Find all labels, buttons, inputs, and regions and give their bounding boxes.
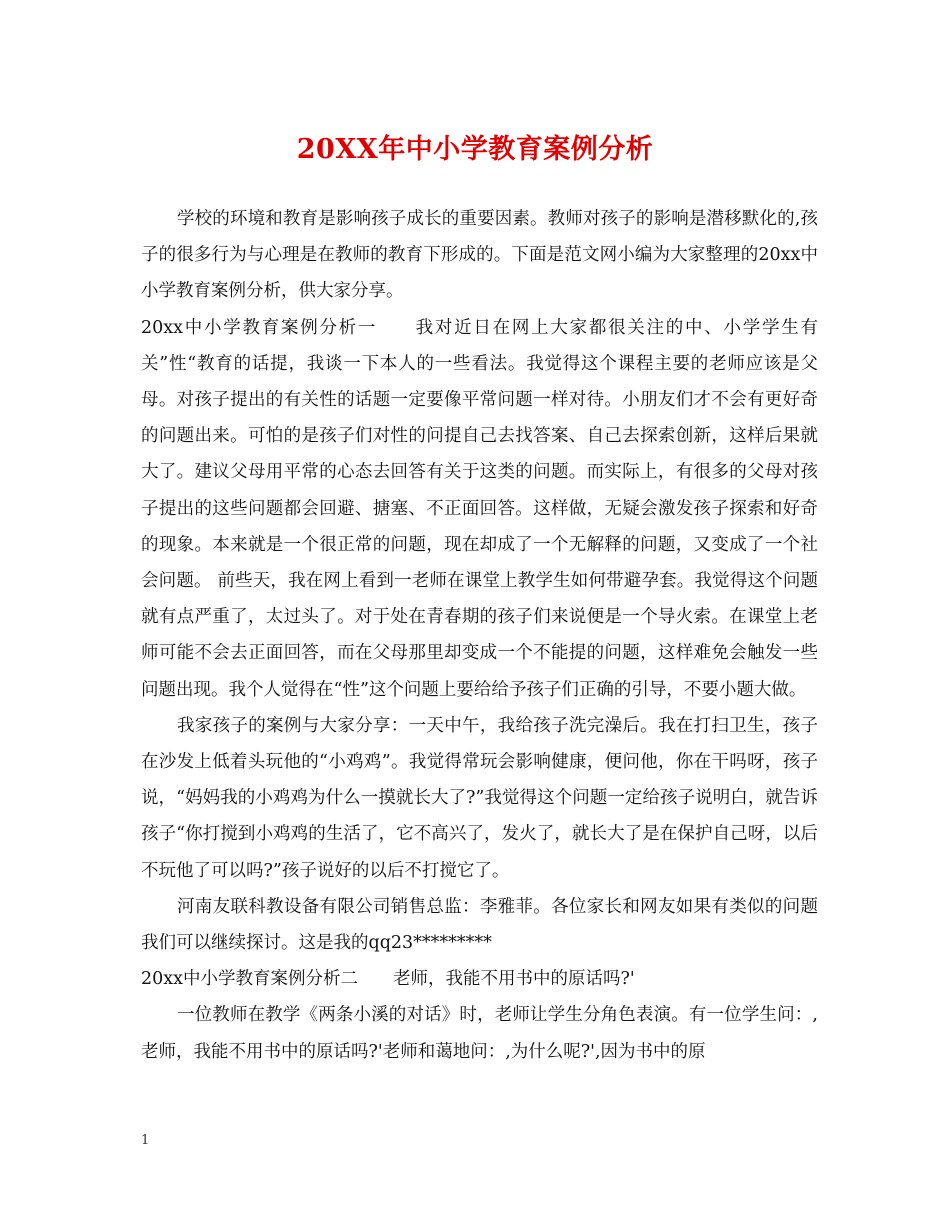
case-one-paragraph: 20xx中小学教育案例分析一 我对近日在网上大家都很关注的中、小学学生有关”性“教育的话提，我谈一下本人的一些看法。我觉得这个课程主要的老师应该是父母。对孩子提出的有关性的话题一定要像平常问题一样对待。小朋友们才不会有更好奇的问题出来。可怕的是孩子们对性的问提自己去找答案、自己去探索创新，这样后果就大了。建议父母用平常的心态去回答有关于这类的问题。而实际上，有很多的父母对孩子提出的这些问题都会回避、搪塞、不正面回答。这样做，无疑会激发孩子探索和好奇的现象。本来就是一个很正常的问题，现在却成了一个无解释的问题，又变成了一个社会问题。 前些天，我在网上看到一老师在课堂上教学生如何带避孕套。我觉得这个问题就有点严重了，太过头了。对于处在青春期的孩子们来说便是一个导火索。在课堂上老师可能不会去正面回答，而在父母那里却变成一个不能提的问题，这样难免会触发一些问题出现。我个人觉得在“性”这个问题上要给给予孩子们正确的引导，不要小题大做。 bbox=[141, 317, 818, 700]
document-title: 20XX年中小学教育案例分析 bbox=[296, 134, 654, 165]
case-two-heading: 20xx中小学教育案例分析二 老师，我能不用书中的原话吗?' bbox=[141, 969, 635, 990]
page-number: 1 bbox=[141, 1133, 150, 1148]
child-case-paragraph: 我家孩子的案例与大家分享：一天中午，我给孩子洗完澡后。我在打扫卫生，孩子在沙发上低着头玩他的“小鸡鸡”。我觉得常玩会影响健康，便问他，你在干吗呀，孩子说，“妈妈我的小鸡鸡为什么一摸就长大了?”我觉得这个问题一定给孩子说明白，就告诉孩子“你打搅到小鸡鸡的生活了，它不高兴了，发火了，就长大了是在保护自己呀，以后不玩他了可以吗?”孩子说好的以后不打搅它了。 bbox=[141, 715, 818, 881]
intro-paragraph: 学校的环境和教育是影响孩子成长的重要因素。教师对孩子的影响是潜移默化的,孩子的很多行为与心理是在教师的教育下形成的。下面是范文网小编为大家整理的20xx中小学教育案例分析，供大家分享。 bbox=[141, 209, 818, 302]
contact-paragraph: 河南友联科教设备有限公司销售总监：李雅菲。各位家长和网友如果有类似的问题我们可以继续探讨。这是我的qq23********* bbox=[141, 896, 818, 954]
document-body bbox=[141, 201, 818, 1070]
case-two-paragraph: 一位教师在教学《两条小溪的对话》时，老师让学生分角色表演。有一位学生问：,老师，我能不用书中的原话吗?'老师和蔼地问：,为什么呢?',因为书中的原 bbox=[141, 1005, 818, 1062]
